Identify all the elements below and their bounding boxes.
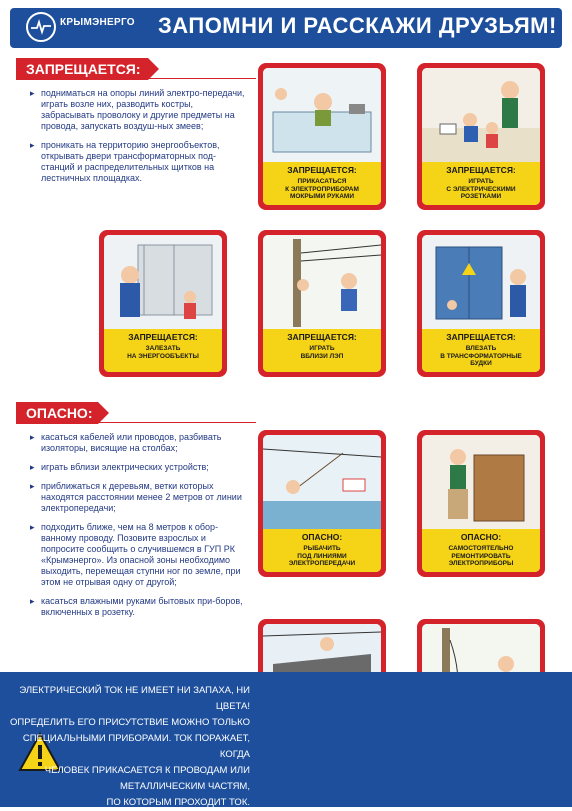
logo-emblem-icon [26, 12, 56, 42]
footer-message [10, 683, 250, 811]
danger-list [30, 432, 245, 626]
card-fishing [258, 430, 386, 577]
card-caption: ЗАЛЕЗАТЬ НА ЭНЕРГООБЪЕКТЫ [127, 345, 199, 360]
list-item: ▸ проникать на территорию энергообъектов, открывать двери трансформаторных под-станций и распределительных щитков на лестничных площадках. [30, 140, 245, 184]
fishing-icon [263, 435, 381, 529]
card-heading: ЗАПРЕЩАЕТСЯ: [446, 332, 516, 342]
divider [16, 422, 256, 423]
card-transformer-box [417, 230, 545, 377]
footer-line: ЧЕЛОВЕК ПРИКАСАЕТСЯ К ПРОВОДАМ ИЛИ [44, 765, 250, 776]
card-heading: ЗАПРЕЩАЕТСЯ: [287, 332, 357, 342]
power-line-icon [263, 235, 381, 329]
card-caption: ПРИКАСАТЬСЯ К ЭЛЕКТРОПРИБОРАМ МОКРЫМИ РУКАМИ [285, 178, 359, 200]
card-heading: ЗАПРЕЩАЕТСЯ: [446, 165, 516, 175]
card-heading: ОПАСНО: [301, 532, 343, 542]
page-title: ЗАПОМНИ И РАССКАЖИ ДРУЗЬЯМ! [158, 13, 557, 38]
footer-line: МЕТАЛЛИЧЕСКИМ ЧАСТЯМ, [119, 781, 250, 792]
repair-icon [422, 435, 540, 529]
forbidden-heading: ЗАПРЕЩАЕТСЯ: [16, 58, 148, 80]
card-heading: ЗАПРЕЩАЕТСЯ: [287, 165, 357, 175]
socket-icon [422, 68, 540, 162]
wet-hands-icon [263, 68, 381, 162]
list-item: ▸ играть вблизи электрических устройств; [30, 462, 245, 473]
danger-heading: ОПАСНО: [16, 402, 98, 424]
card-wet-hands [258, 63, 386, 210]
card-substation [99, 230, 227, 377]
card-caption: ВЛЕЗАТЬ В ТРАНСФОРМАТОРНЫЕ БУДКИ [440, 345, 522, 367]
card-power-line [258, 230, 386, 377]
transformer-box-icon [422, 235, 540, 329]
substation-icon [104, 235, 222, 329]
footer-line: ОПРЕДЕЛИТЬ ЕГО ПРИСУТСТВИЕ МОЖНО ТОЛЬКО [10, 717, 250, 728]
card-heading: ЗАПРЕЩАЕТСЯ: [128, 332, 198, 342]
list-item: ▸ приближаться к деревьям, ветки которых находятся расстоянии менее 2 метров от линии электропередачи; [30, 481, 245, 514]
card-caption: САМОСТОЯТЕЛЬНО РЕМОНТИРОВАТЬ ЭЛЕКТРОПРИБОРЫ [448, 545, 514, 567]
divider [16, 78, 256, 79]
card-heading: ОПАСНО: [460, 532, 502, 542]
forbidden-list [30, 88, 245, 192]
card-caption: ИГРАТЬ С ЭЛЕКТРИЧЕСКИМИ РОЗЕТКАМИ [446, 178, 516, 200]
footer-line: ПО КОТОРЫМ ПРОХОДИТ ТОК. [106, 797, 250, 808]
list-item: ▸ подниматься на опоры линий электро-передачи, играть возле них, разводить костры, забрасывать проволоку и другие предметы на провода, запускать воздуш-ных змеев; [30, 88, 245, 132]
card-socket [417, 63, 545, 210]
list-item: ▸ касаться кабелей или проводов, разбивать изоляторы, висящие на столбах; [30, 432, 245, 454]
card-caption: РЫБАЧИТЬ ПОД ЛИНИЯМИ ЭЛЕКТРОПЕРЕДАЧИ [288, 545, 356, 567]
logo-text: КРЫМЭНЕРГО [60, 17, 135, 28]
card-caption: ИГРАТЬ ВБЛИЗИ ЛЭП [300, 345, 344, 360]
list-item: ▸ касаться влажными руками бытовых при-боров, включенных в розетку. [30, 596, 245, 618]
footer-line: ЭЛЕКТРИЧЕСКИЙ ТОК НЕ ИМЕЕТ НИ ЗАПАХА, НИ ЦВЕТА! [19, 685, 250, 712]
card-repair [417, 430, 545, 577]
footer-line: СПЕЦИАЛЬНЫМИ ПРИБОРАМИ. ТОК ПОРАЖАЕТ, КОГДА [22, 733, 250, 760]
list-item: ▸ подходить ближе, чем на 8 метров к обор-ванному проводу. Позовите взрослых и попросите сообщить о случившемся в ГУП РК «Крымэнерго». Из опасной зоны необходимо выходить, перемещая ступни ног по земле, при этом не отрывая одну от другой; [30, 522, 245, 588]
